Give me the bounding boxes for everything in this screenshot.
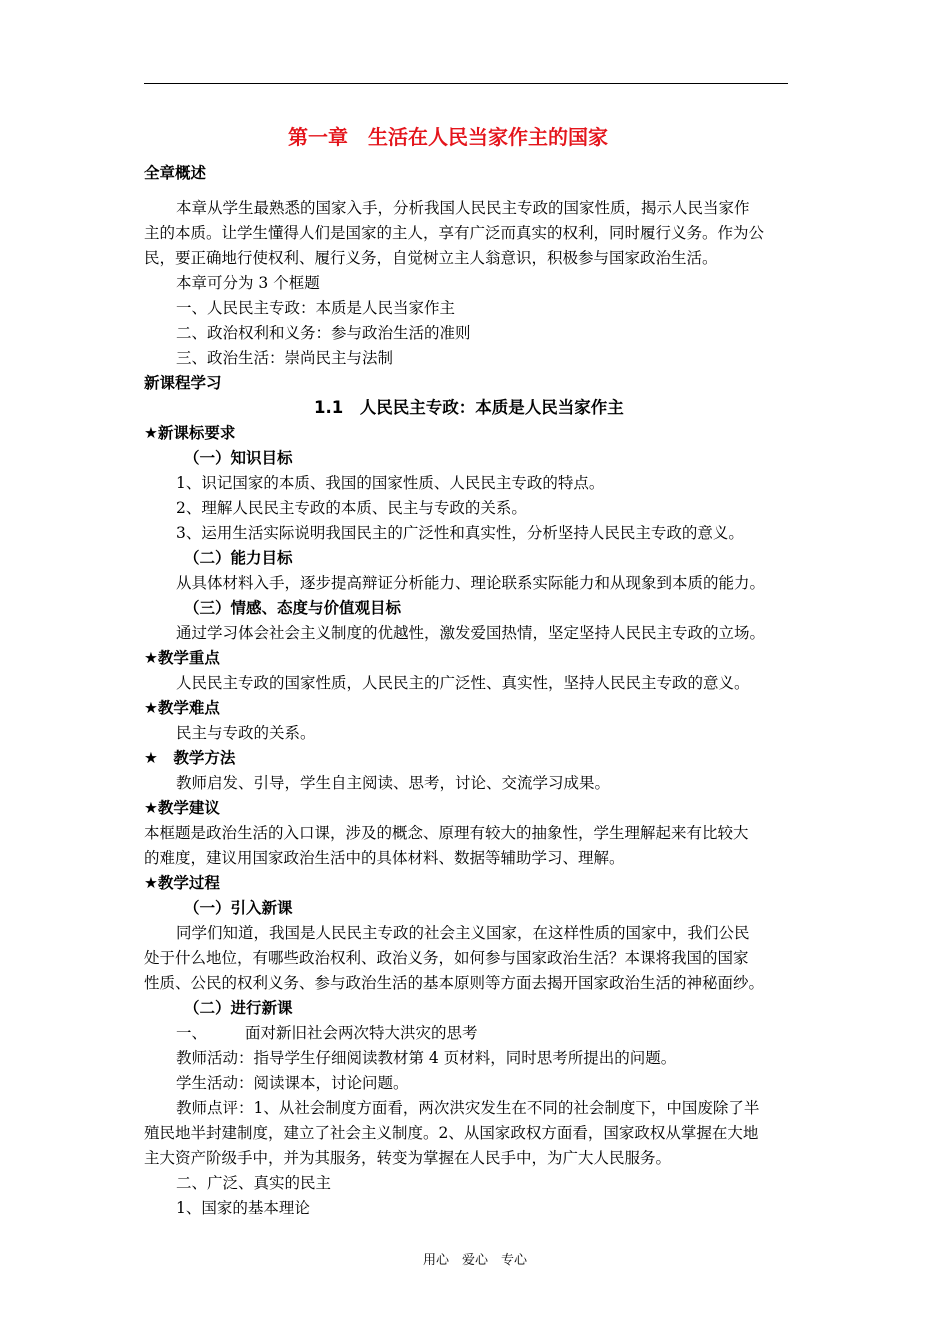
intro-line: 处于什么地位，有哪些政治权利、政治义务，如何参与国家政治生活？本课将我国的国家 [144,949,749,967]
comment-line: 主大资产阶级手中，并为其服务，转变为掌握在人民手中，为广大人民服务。 [144,1149,672,1167]
standards-heading: ★新课标要求 [144,424,236,442]
student-activity: 学生活动：阅读课本，讨论问题。 [176,1074,409,1092]
difficulty-heading: ★教学难点 [144,699,220,717]
frame-item: 三、政治生活：崇尚民主与法制 [176,349,394,367]
knowledge-item: 1、识记国家的本质、我国的国家性质、人民民主专政的特点。 [176,474,605,492]
method-heading: ★ 教学方法 [144,749,236,767]
intro-heading: （一）引入新课 [184,899,293,917]
overview-heading: 全章概述 [144,164,207,182]
frame-item: 二、政治权利和义务：参与政治生活的准则 [176,324,471,342]
item-one-text: 面对新旧社会两次特大洪灾的思考 [245,1024,478,1042]
page-footer: 用心 爱心 专心 [422,1253,527,1268]
intro-line: 性质、公民的权利义务、参与政治生活的基本原则等方面去揭开国家政治生活的神秘面纱。 [144,974,765,992]
chapter-title: 第一章 生活在人民当家作主的国家 [288,125,608,149]
knowledge-item: 3、运用生活实际说明我国民主的广泛性和真实性，分析坚持人民民主专政的意义。 [176,524,744,542]
ability-heading: （二）能力目标 [184,549,293,567]
frame-item: 一、人民民主专政：本质是人民当家作主 [176,299,456,317]
item-two: 二、广泛、真实的民主 [176,1174,332,1192]
header-rule [144,83,788,84]
knowledge-heading: （一）知识目标 [184,449,293,467]
overview-line: 主的本质。让学生懂得人们是国家的主人，享有广泛而真实的权利，同时履行义务。作为公 [144,224,765,242]
frame-intro: 本章可分为 3 个框题 [176,274,320,292]
intro-line: 同学们知道，我国是人民民主专政的社会主义国家，在这样性质的国家中，我们公民 [176,924,750,942]
ability-text: 从具体材料入手，逐步提高辩证分析能力、理论联系实际能力和从现象到本质的能力。 [176,574,766,592]
emotion-heading: （三）情感、态度与价值观目标 [184,599,402,617]
suggestion-line: 本框题是政治生活的入口课，涉及的概念、原理有较大的抽象性，学生理解起来有比较大 [144,824,749,842]
knowledge-item: 2、理解人民民主专政的本质、民主与专政的关系。 [176,499,527,517]
method-text: 教师启发、引导，学生自主阅读、思考，讨论、交流学习成果。 [176,774,611,792]
key-points-heading: ★教学重点 [144,649,220,667]
key-points-text: 人民民主专政的国家性质，人民民主的广泛性、真实性，坚持人民民主专政的意义。 [176,674,750,692]
teacher-activity: 教师活动：指导学生仔细阅读教材第 4 页材料，同时思考所提出的问题。 [176,1049,677,1067]
process-heading: ★教学过程 [144,874,220,892]
item-one-label: 一、 [176,1024,208,1042]
item-two-sub: 1、国家的基本理论 [176,1199,310,1217]
suggestion-line: 的难度，建议用国家政治生活中的具体材料、数据等辅助学习、理解。 [144,849,625,867]
section-title: 1.1 人民民主专政：本质是人民当家作主 [314,398,624,417]
overview-line: 民，要正确地行使权利、履行义务，自觉树立主人翁意识，积极参与国家政治生活。 [144,249,718,267]
suggestion-heading: ★教学建议 [144,799,220,817]
emotion-text: 通过学习体会社会主义制度的优越性，激发爱国热情，坚定坚持人民民主专政的立场。 [176,624,766,642]
comment-line: 教师点评：1、从社会制度方面看，两次洪灾发生在不同的社会制度下，中国废除了半 [176,1099,760,1117]
new-course-heading: 新课程学习 [144,374,222,392]
proceed-heading: （二）进行新课 [184,999,293,1017]
difficulty-text: 民主与专政的关系。 [176,724,316,742]
comment-line: 殖民地半封建制度，建立了社会主义制度。2、从国家政权方面看，国家政权从掌握在大地 [144,1124,759,1142]
overview-line: 本章从学生最熟悉的国家入手，分析我国人民民主专政的国家性质，揭示人民当家作 [176,199,750,217]
